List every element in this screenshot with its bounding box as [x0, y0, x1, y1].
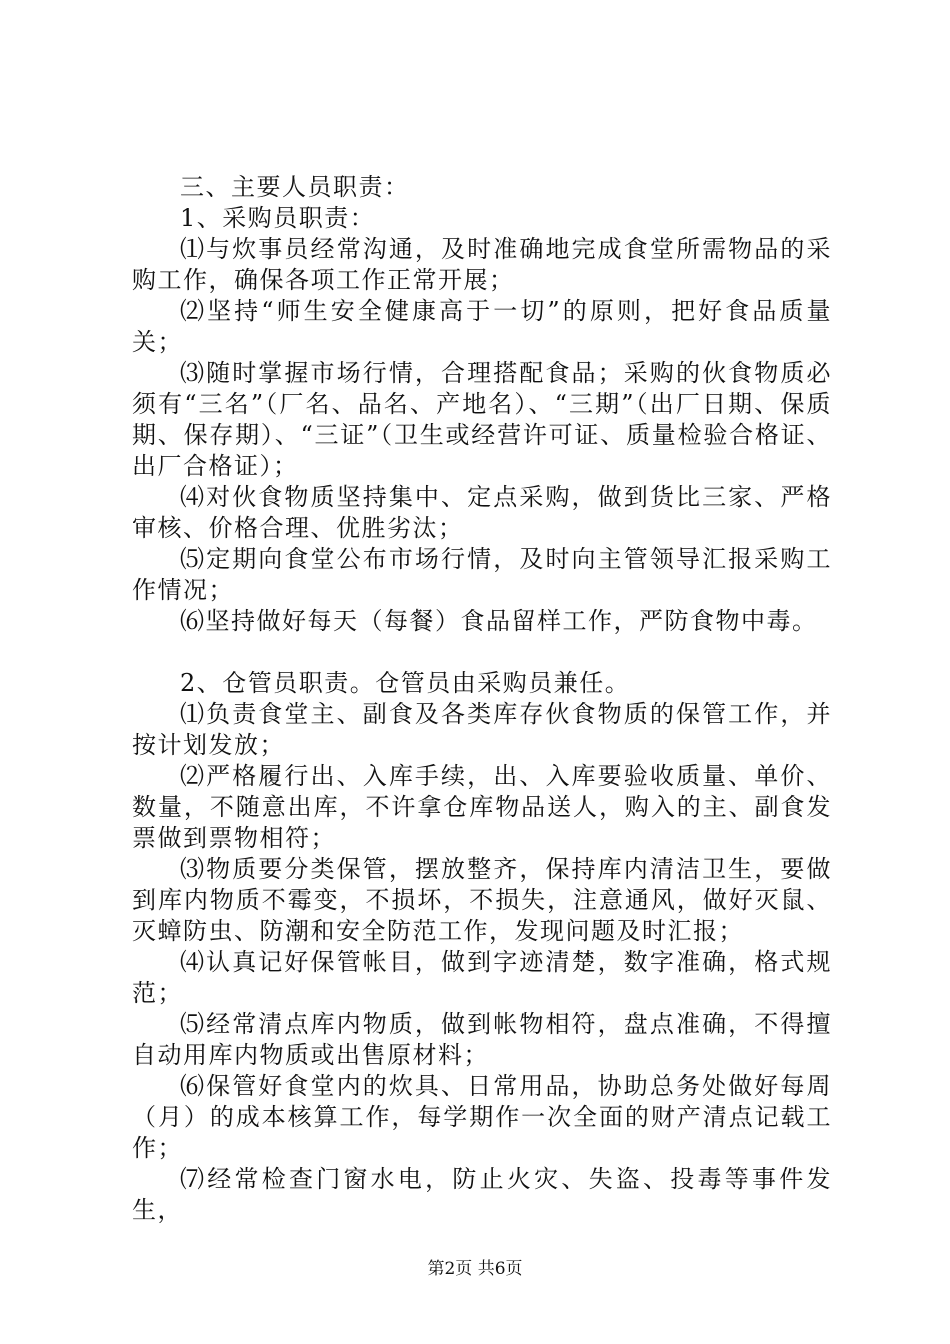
warehouse-duty-4: ⑷认真记好保管帐目，做到字迹清楚，数字准确，格式规范；: [132, 948, 832, 1007]
purchaser-duty-5: ⑸定期向食堂公布市场行情，及时向主管领导汇报采购工作情况；: [132, 545, 832, 604]
section-title: 三、主要人员职责：: [180, 173, 410, 201]
purchaser-duty-6: ⑹坚持做好每天（每餐）食品留样工作，严防食物中毒。: [180, 607, 818, 635]
purchaser-duty-4: ⑷对伙食物质坚持集中、定点采购，做到货比三家、严格审核、价格合理、优胜劣汰；: [132, 483, 832, 542]
warehouse-duty-5: ⑸经常清点库内物质，做到帐物相符，盘点准确，不得擅自动用库内物质或出售原材料；: [132, 1010, 832, 1069]
warehouse-duty-1: ⑴负责食堂主、副食及各类库存伙食物质的保管工作，并按计划发放；: [132, 700, 832, 759]
warehouse-duty-6: ⑹保管好食堂内的炊具、日常用品，协助总务处做好每周（月）的成本核算工作，每学期作一次全面的财产清点记载工作；: [132, 1072, 832, 1162]
paragraph-gap: [132, 637, 832, 668]
warehouse-duty-7: ⑺经常检查门窗水电，防止火灾、失盗、投毒等事件发生，: [132, 1165, 832, 1224]
warehouse-duty-3: ⑶物质要分类保管，摆放整齐，保持库内清洁卫生，要做到库内物质不霉变，不损坏，不损失，注意通风，做好灭鼠、灭蟑防虫、防潮和安全防范工作，发现问题及时汇报；: [132, 855, 832, 945]
purchaser-duty-1: ⑴与炊事员经常沟通，及时准确地完成食堂所需物品的采购工作，确保各项工作正常开展；: [132, 235, 832, 294]
purchaser-duty-2: ⑵坚持“师生安全健康高于一切”的原则，把好食品质量关；: [132, 297, 832, 356]
purchaser-duty-3: ⑶随时掌握市场行情，合理搭配食品；采购的伙食物质必须有“三名”（厂名、品名、产地名）、“三期”（出厂日期、保质期、保存期）、“三证”（卫生或经营许可证、质量检验合格证、出厂合格证）；: [132, 359, 832, 480]
page-number-footer: 第2页 共6页: [427, 1259, 523, 1279]
purchaser-heading: 1、采购员职责：: [180, 204, 376, 232]
document-body: [132, 172, 832, 1226]
warehouse-heading: 2、仓管员职责。仓管员由采购员兼任。: [180, 669, 631, 697]
warehouse-duty-2: ⑵严格履行出、入库手续，出、入库要验收质量、单价、数量，不随意出库，不许拿仓库物品送人，购入的主、副食发票做到票物相符；: [132, 762, 832, 852]
